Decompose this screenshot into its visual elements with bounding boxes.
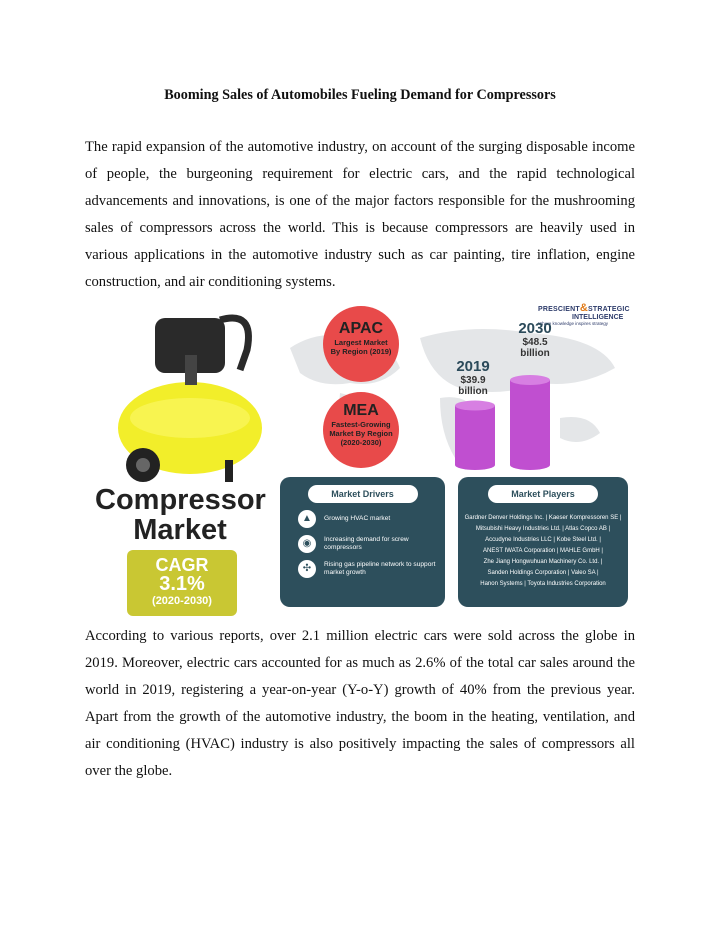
players-list: Gardner Denver Holdings Inc. | Kaeser Kompressoren SE | Mitsubishi Heavy Industries Ltd. | Atlas Copco AB | Accudyne Industries LLC | Kobe Steel Ltd. | ANEST IWATA Corporation | MAHLE GmbH | Zhe Jiang Hongwuhuan Machinery Co. Ltd. | Sanden Holdings Corporation | Valeo SA | Hanon Systems | Toyota Industries Corporation: [464, 515, 622, 587]
market-players-panel: [458, 477, 628, 607]
pipeline-network-icon: ✣: [298, 560, 316, 578]
ev-sales-paragraph: According to various reports, over 2.1 million electric cars were sold across the globe in 2019. Moreover, electric cars accounted for as much as 2.6% of the total car sales around the world in 2019, registering a year-on-year (Y-o-Y) growth of 40% from the previous year. Apart from the growth of the automotive industry, the boom in the heating, ventilation, and air conditioning (HVAC) industry is also positively impacting the sales of compressors all over the globe.: [85, 628, 635, 779]
compressor-icon: ◉: [298, 535, 316, 553]
mea-bubble: MEA Fastest-Growing Market By Region (2020-2030): [323, 392, 399, 468]
market-drivers-panel: [280, 477, 445, 607]
bar-label-2019: 2019 $39.9 billion: [456, 358, 490, 397]
market-title: Compressor Market: [95, 484, 266, 546]
driver-item: ▲ Growing HVAC market: [298, 510, 445, 528]
compressor-market-infographic: [85, 300, 635, 618]
growth-chart-icon: ▲: [298, 510, 316, 528]
market-drivers-title: Market Drivers: [308, 485, 418, 503]
intro-paragraph: The rapid expansion of the automotive industry, on account of the surging disposable income of people, the burgeoning requirement for electric cars, and the rapid technological advancements and innovations, is one of the major factors responsible for the mushrooming sales of compressors across the world. This is because compressors are heavily used in various applications in the automotive industry such as car painting, tire inflation, engine construction, and air conditioning systems.: [85, 139, 635, 290]
market-players-title: Market Players: [488, 485, 598, 503]
page-heading: Booming Sales of Automobiles Fueling Demand for Compressors: [164, 87, 556, 103]
driver-item: ◉ Increasing demand for screw compressors: [298, 535, 445, 553]
bar-2030: [510, 375, 550, 470]
air-compressor-image: [115, 310, 265, 485]
bar-label-2030: 2030 $48.5 billion: [518, 320, 552, 359]
apac-bubble: APAC Largest Market By Region (2019): [323, 306, 399, 382]
prescient-strategic-intelligence-logo: PRESCIENT&STRATEGIC INTELLIGENCE Where knowledge inspires strategy: [538, 302, 630, 326]
bar-2019: [455, 401, 495, 470]
driver-item: ✣ Rising gas pipeline network to support market growth: [298, 560, 445, 578]
cagr-badge: CAGR 3.1% (2020-2030): [127, 550, 237, 616]
